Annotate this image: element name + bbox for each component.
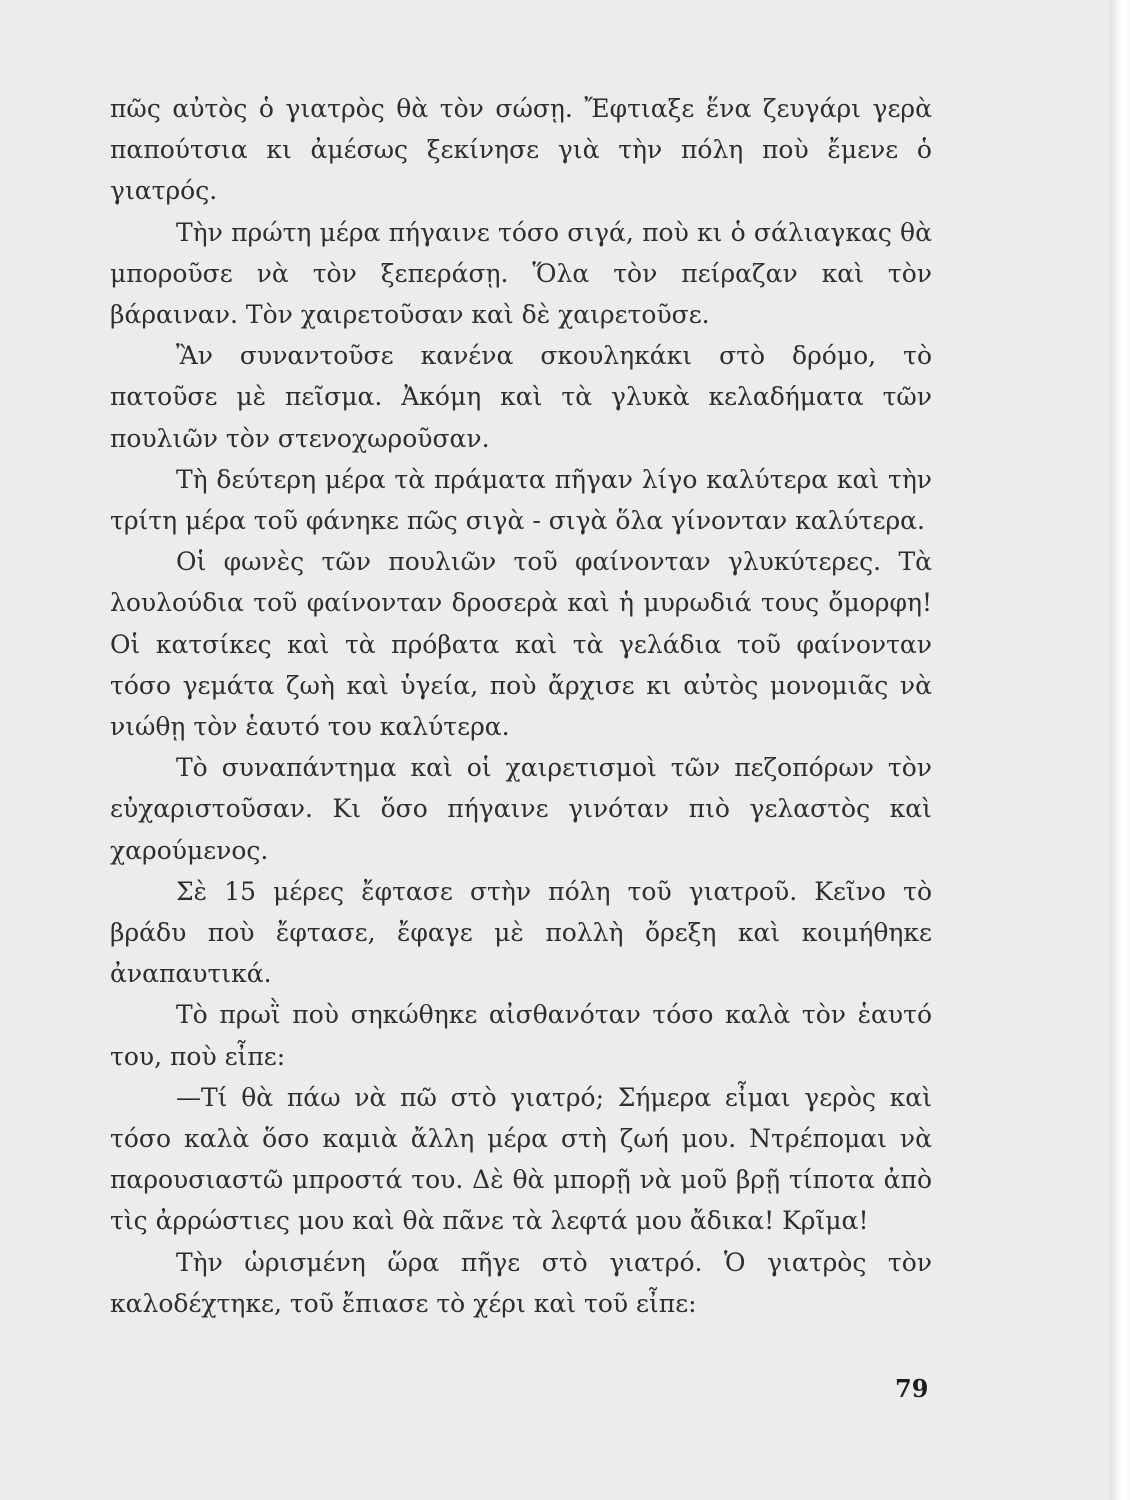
paragraph: Τὸ συναπάντημα καὶ οἱ χαιρετισμοὶ τῶν πεζοπόρων τὸν εὐχαριστοῦσαν. Κι ὅσο πήγαινε γινόταν πιὸ γελαστὸς καὶ χαρούμενος.	[110, 753, 932, 865]
paragraph: Σὲ 15 μέρες ἔφτασε στὴν πόλη τοῦ γιατροῦ. Κεῖνο τὸ βράδυ ποὺ ἔφτασε, ἔφαγε μὲ πολλὴ ὄρεξη καὶ κοιμήθηκε ἀναπαυτικά.	[110, 876, 932, 989]
paragraph: Τὴν ὡρισμένη ὥρα πῆγε στὸ γιατρό. Ὁ γιατρὸς τὸν καλοδέχτηκε, τοῦ ἔπιασε τὸ χέρι καὶ τοῦ εἶπε:	[110, 1247, 932, 1318]
body-text	[110, 88, 932, 1324]
paragraph: Τὴ δεύτερη μέρα τὰ πράματα πῆγαν λίγο καλύτερα καὶ τὴν τρίτη μέρα τοῦ φάνηκε πῶς σιγὰ - σιγὰ ὅλα γίνονταν καλύτερα.	[110, 464, 932, 536]
paragraph: Οἱ φωνὲς τῶν πουλιῶν τοῦ φαίνονταν γλυκύτερες. Τὰ λουλούδια τοῦ φαίνονταν δροσερὰ καὶ ἡ μυρωδιά τους ὄμορφη! Οἱ κατσίκες καὶ τὰ πρόβατα καὶ τὰ γελάδια τοῦ φαίνονταν τόσο γεμάτα ζωὴ καὶ ὑγεία, ποὺ ἄρχισε κι αὐτὸς μονομιᾶς νὰ νιώθῃ τὸν ἑαυτό του καλύτερα.	[110, 547, 932, 742]
paragraph: Τὴν πρώτη μέρα πήγαινε τόσο σιγά, ποὺ κι ὁ σάλιαγκας θὰ μποροῦσε νὰ τὸν ξεπεράσῃ. Ὅλα τὸν πείραζαν καὶ τὸν βάραιναν. Τὸν χαιρετοῦσαν καὶ δὲ χαιρετοῦσε.	[110, 217, 932, 330]
paragraph: —Τί θὰ πάω νὰ πῶ στὸ γιατρό; Σήμερα εἶμαι γερὸς καὶ τόσο καλὰ ὅσο καμιὰ ἄλλη μέρα στὴ ζωή μου. Ντρέπομαι νὰ παρουσιαστῶ μπροστά του. Δὲ θὰ μπορῇ νὰ μοῦ βρῇ τίποτα ἀπὸ τὶς ἀρρώστιες μου καὶ θὰ πᾶνε τὰ λεφτά μου ἄδικα! Κρῖμα!	[110, 1082, 932, 1236]
paragraph: πῶς αὐτὸς ὁ γιατρὸς θὰ τὸν σώσῃ. Ἔφτιαξε ἕνα ζευγάρι γερὰ παπούτσια κι ἀμέσως ξεκίνησε γιὰ τὴν πόλη ποὺ ἔμενε ὁ γιατρός.	[110, 94, 932, 206]
paragraph: Ἂν συναντοῦσε κανένα σκουληκάκι στὸ δρόμο, τὸ πατοῦσε μὲ πεῖσμα. Ἀκόμη καὶ τὰ γλυκὰ κελαδήματα τῶν πουλιῶν τὸν στενοχωροῦσαν.	[110, 341, 932, 453]
page-number: 79	[895, 1374, 929, 1403]
page-edge	[1110, 0, 1130, 1500]
paragraph: Τὸ πρωῒ ποὺ σηκώθηκε αἰσθανόταν τόσο καλὰ τὸν ἑαυτό του, ποὺ εἶπε:	[110, 1000, 932, 1071]
